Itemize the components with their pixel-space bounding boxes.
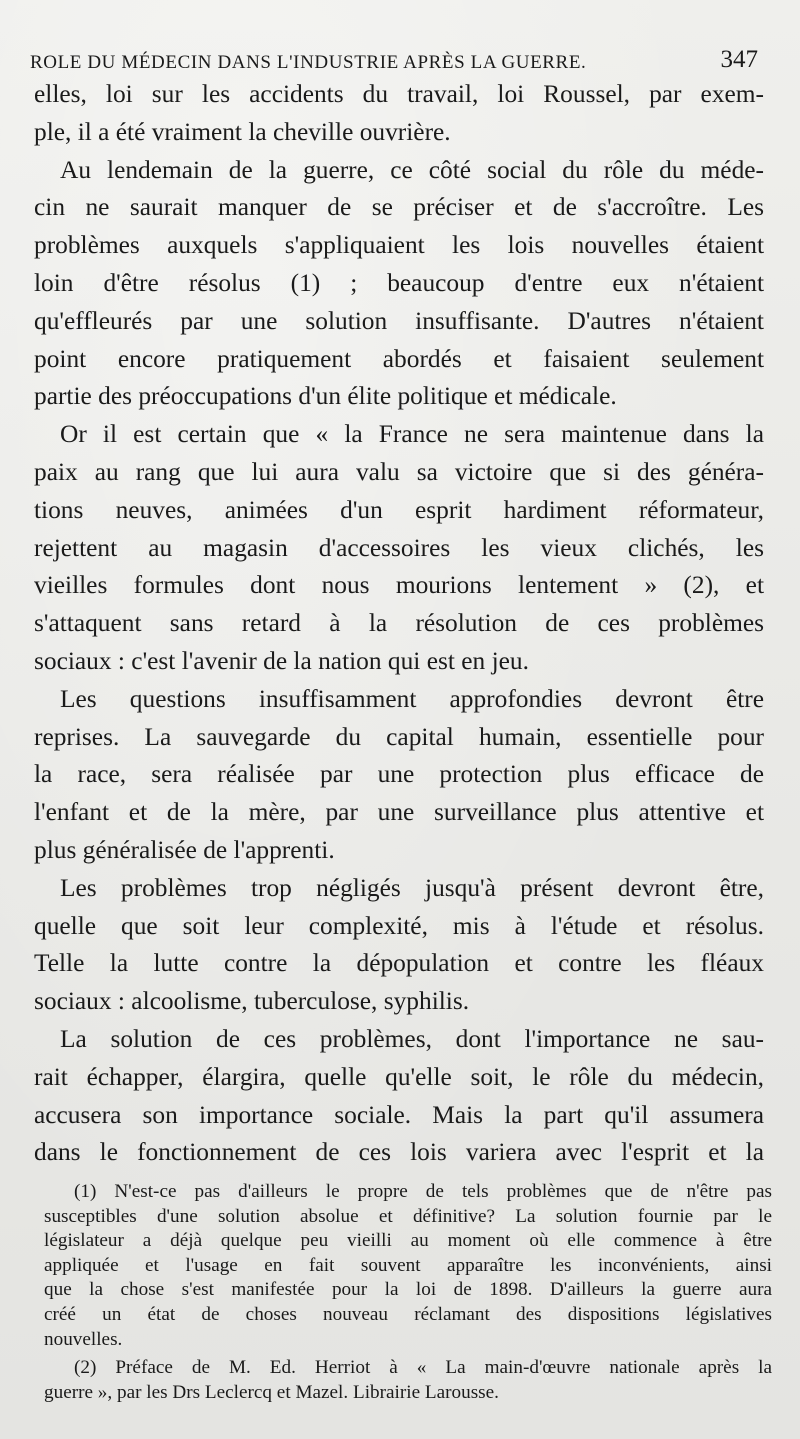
text-line: l'enfant et de la mère, par une surveillance plus attentive et — [34, 798, 764, 827]
text-line: point encore pratiquement abordés et faisaient seulement — [34, 344, 764, 373]
text-line: rejettent au magasin d'accessoires les vieux clichés, les — [34, 533, 764, 562]
footnotes — [44, 1180, 772, 1405]
text-line: sociaux : alcoolisme, tuberculose, syphilis. — [34, 987, 470, 1016]
body-text — [34, 76, 764, 1172]
text-line: Or il est certain que « la France ne sera maintenue dans la — [60, 420, 764, 449]
text-line: s'attaquent sans retard à la résolution de ces problèmes — [34, 609, 764, 638]
text-line: ple, il a été vraiment la cheville ouvrière. — [34, 117, 451, 146]
text-line: Telle la lutte contre la dépopulation et contre les fléaux — [34, 949, 764, 978]
text-line: sociaux : c'est l'avenir de la nation qui est en jeu. — [34, 646, 529, 675]
running-title: ROLE DU MÉDECIN DANS L'INDUSTRIE APRÈS LA GUERRE. — [30, 52, 587, 73]
text-line: elles, loi sur les accidents du travail, loi Roussel, par exem- — [34, 80, 764, 108]
text-line: rait échapper, élargira, quelle qu'elle soit, le rôle du médecin, — [34, 1062, 764, 1091]
text-line: dans le fonctionnement de ces lois variera avec l'esprit et la — [34, 1138, 764, 1167]
text-line: accusera son importance sociale. Mais la part qu'il assumera — [34, 1100, 764, 1129]
text-line: la race, sera réalisée par une protection plus efficace de — [34, 760, 764, 789]
text-line: cin ne saurait manquer de se préciser et de s'accroître. Les — [34, 193, 764, 222]
paragraph — [34, 416, 764, 681]
footnote-line: que la chose s'est manifestée pour la loi de 1898. D'ailleurs la guerre aura — [44, 1279, 772, 1301]
text-line: reprises. La sauvegarde du capital humain, essentielle pour — [34, 722, 764, 751]
text-line: problèmes auxquels s'appliquaient les lois nouvelles étaient — [34, 231, 764, 260]
text-line: Au lendemain de la guerre, ce côté social du rôle du méde- — [60, 155, 764, 184]
page-header — [30, 44, 760, 80]
text-line: vieilles formules dont nous mourions lentement » (2), et — [34, 571, 764, 600]
paragraph — [34, 76, 764, 152]
text-line: partie des préoccupations d'un élite politique et médicale. — [34, 382, 617, 411]
paragraph — [34, 152, 764, 417]
text-line: quelle que soit leur complexité, mis à l'étude et résolus. — [34, 911, 764, 940]
page-number: 347 — [720, 46, 758, 73]
footnote-line: appliquée et l'usage en fait souvent apparaître les inconvénients, ainsi — [44, 1254, 772, 1276]
text-line: Les questions insuffisamment approfondies devront être — [60, 684, 764, 713]
footnote-1 — [44, 1180, 772, 1352]
footnote-line: (2) Préface de M. Ed. Herriot à « La main-d'œuvre nationale après la — [74, 1357, 772, 1379]
footnote-line: nouvelles. — [44, 1328, 123, 1350]
text-line: loin d'être résolus (1) ; beaucoup d'entre eux n'étaient — [34, 268, 764, 297]
paragraph — [34, 681, 764, 870]
footnote-line: guerre », par les Drs Leclercq et Mazel. Librairie Larousse. — [44, 1381, 499, 1403]
paragraph — [34, 870, 764, 1021]
text-line: qu'effleurés par une solution insuffisante. D'autres n'étaient — [34, 306, 764, 335]
text-line: Les problèmes trop négligés jusqu'à présent devront être, — [60, 873, 764, 902]
text-line: paix au rang que lui aura valu sa victoire que si des généra- — [34, 457, 764, 486]
footnote-line: législateur a déjà quelque peu vieilli au moment où elle commence à être — [44, 1230, 772, 1252]
text-line: La solution de ces problèmes, dont l'importance ne sau- — [60, 1024, 764, 1053]
text-line: plus généralisée de l'apprenti. — [34, 835, 335, 864]
footnote-line: créé un état de choses nouveau réclamant des dispositions législatives — [44, 1303, 772, 1325]
paragraph — [34, 1021, 764, 1172]
footnote-2 — [44, 1356, 772, 1405]
text-line: tions neuves, animées d'un esprit hardiment réformateur, — [34, 495, 764, 524]
footnote-line: susceptibles d'une solution absolue et définitive? La solution fournie par le — [44, 1205, 772, 1227]
footnote-line: (1) N'est-ce pas d'ailleurs le propre de tels problèmes que de n'être pas — [74, 1181, 772, 1202]
